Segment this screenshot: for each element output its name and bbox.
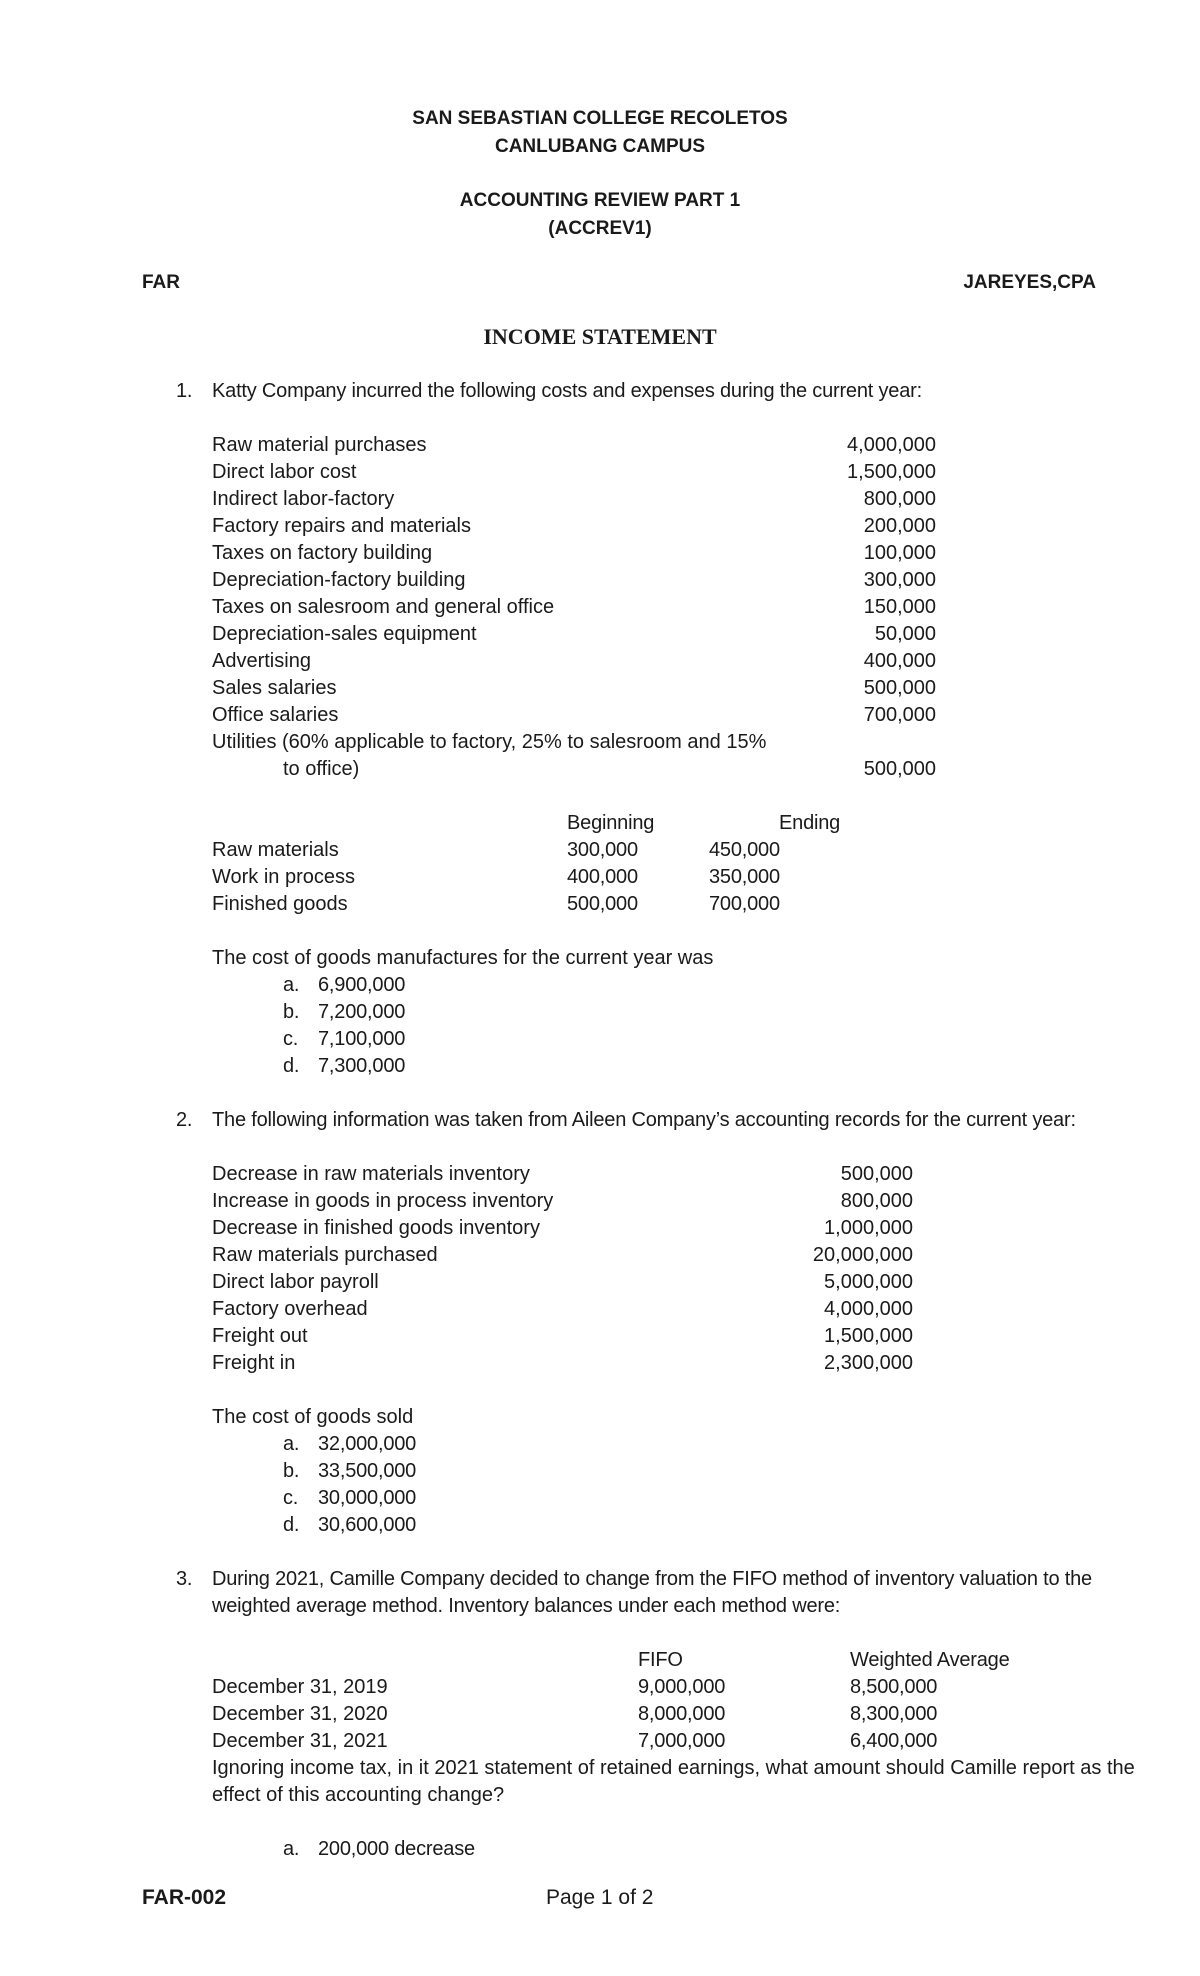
question-text: Katty Company incurred the following costs and expenses during the current year: xyxy=(212,380,922,402)
cost-item-value: 200,000 xyxy=(863,515,936,537)
record-item-value: 1,500,000 xyxy=(824,1325,913,1347)
cost-item-value: 700,000 xyxy=(863,704,936,726)
table-row-date: December 31, 2021 xyxy=(212,1730,388,1752)
cost-item-label: Advertising xyxy=(212,650,311,672)
utilities-label-line2: to office) xyxy=(283,758,360,780)
record-item-value: 800,000 xyxy=(840,1190,913,1212)
question-prompt: The cost of goods manufactures for the current year was xyxy=(212,947,714,969)
cost-item-label: Sales salaries xyxy=(212,677,337,699)
cost-item-value: 4,000,000 xyxy=(847,434,936,456)
record-item-value: 500,000 xyxy=(840,1163,913,1185)
record-item-value: 2,300,000 xyxy=(824,1352,913,1374)
course-code: (ACCREV1) xyxy=(548,218,652,239)
cost-item-value: 50,000 xyxy=(874,623,936,645)
course-title: ACCOUNTING REVIEW PART 1 xyxy=(459,190,741,211)
question-prompt-line2: effect of this accounting change? xyxy=(212,1784,505,1806)
question-text: The following information was taken from Aileen Company’s accounting records for the current year: xyxy=(212,1109,1076,1131)
table-row-fifo: 9,000,000 xyxy=(638,1676,726,1698)
record-item-label: Decrease in finished goods inventory xyxy=(212,1217,540,1239)
choice-letter: b. xyxy=(283,1460,300,1482)
inventory-label: Work in process xyxy=(212,866,356,888)
record-item-label: Freight in xyxy=(212,1352,296,1374)
section-title: INCOME STATEMENT xyxy=(483,324,717,349)
table-header-weighted-average: Weighted Average xyxy=(850,1649,1010,1671)
record-item-label: Direct labor payroll xyxy=(212,1271,379,1293)
inventory-beginning: 300,000 xyxy=(567,839,638,861)
choice-letter: a. xyxy=(283,974,300,996)
record-item-value: 1,000,000 xyxy=(824,1217,913,1239)
choice-letter: a. xyxy=(283,1838,300,1860)
cost-item-label: Taxes on factory building xyxy=(212,542,433,564)
inventory-label: Finished goods xyxy=(212,893,348,915)
table-row-fifo: 8,000,000 xyxy=(638,1703,726,1725)
cost-item-label: Depreciation-factory building xyxy=(212,569,466,591)
page-number: Page 1 of 2 xyxy=(546,1886,654,1909)
cost-item-value: 800,000 xyxy=(863,488,936,510)
cost-item-value: 400,000 xyxy=(863,650,936,672)
record-item-value: 20,000,000 xyxy=(812,1244,913,1266)
table-row-weighted-average: 8,300,000 xyxy=(850,1703,938,1725)
instructor-name: JAREYES,CPA xyxy=(963,272,1096,293)
college-name: SAN SEBASTIAN COLLEGE RECOLETOS xyxy=(412,108,788,129)
choice-text: 32,000,000 xyxy=(318,1433,417,1455)
record-item-label: Factory overhead xyxy=(212,1298,368,1320)
table-row-weighted-average: 6,400,000 xyxy=(850,1730,938,1752)
record-item-value: 5,000,000 xyxy=(824,1271,913,1293)
choice-letter: d. xyxy=(283,1514,300,1536)
cost-item-value: 150,000 xyxy=(863,596,936,618)
cost-item-value: 300,000 xyxy=(863,569,936,591)
inventory-header-ending: Ending xyxy=(779,812,841,834)
utilities-value: 500,000 xyxy=(863,758,936,780)
cost-item-label: Raw material purchases xyxy=(212,434,427,456)
inventory-ending: 450,000 xyxy=(709,839,780,861)
choice-text: 200,000 decrease xyxy=(318,1838,475,1860)
cost-item-label: Depreciation-sales equipment xyxy=(212,623,477,645)
cost-item-value: 1,500,000 xyxy=(847,461,936,483)
inventory-header-beginning: Beginning xyxy=(567,812,655,834)
record-item-value: 4,000,000 xyxy=(824,1298,913,1320)
table-row-date: December 31, 2019 xyxy=(212,1676,388,1698)
choice-text: 7,100,000 xyxy=(318,1028,406,1050)
table-row-fifo: 7,000,000 xyxy=(638,1730,726,1752)
campus-name: CANLUBANG CAMPUS xyxy=(494,136,706,157)
cost-item-label: Factory repairs and materials xyxy=(212,515,471,537)
inventory-ending: 700,000 xyxy=(709,893,780,915)
inventory-ending: 350,000 xyxy=(709,866,780,888)
table-row-weighted-average: 8,500,000 xyxy=(850,1676,938,1698)
choice-text: 33,500,000 xyxy=(318,1460,417,1482)
footer-code: FAR-002 xyxy=(142,1886,227,1909)
record-item-label: Decrease in raw materials inventory xyxy=(212,1163,530,1185)
record-item-label: Increase in goods in process inventory xyxy=(212,1190,554,1212)
inventory-beginning: 400,000 xyxy=(567,866,638,888)
table-row-date: December 31, 2020 xyxy=(212,1703,388,1725)
question-text-line2: weighted average method. Inventory balances under each method were: xyxy=(212,1595,841,1617)
cost-item-label: Taxes on salesroom and general office xyxy=(212,596,555,618)
choice-letter: b. xyxy=(283,1001,300,1023)
table-header-fifo: FIFO xyxy=(638,1649,683,1671)
inventory-label: Raw materials xyxy=(212,839,339,861)
question-prompt-line1: Ignoring income tax, in it 2021 statement of retained earnings, what amount should Camille report as the xyxy=(212,1757,1135,1779)
choice-text: 6,900,000 xyxy=(318,974,406,996)
utilities-label-line1: Utilities (60% applicable to factory, 25% to salesroom and 15% xyxy=(212,731,767,753)
question-number: 2. xyxy=(176,1109,193,1131)
subject-label: FAR xyxy=(142,272,180,293)
cost-item-label: Direct labor cost xyxy=(212,461,357,483)
cost-item-label: Office salaries xyxy=(212,704,339,726)
cost-item-value: 100,000 xyxy=(863,542,936,564)
question-number: 1. xyxy=(176,380,193,402)
choice-letter: c. xyxy=(283,1487,299,1509)
record-item-label: Freight out xyxy=(212,1325,308,1347)
question-text-line1: During 2021, Camille Company decided to change from the FIFO method of inventory valuation to the xyxy=(212,1568,1092,1590)
choice-text: 7,200,000 xyxy=(318,1001,406,1023)
inventory-beginning: 500,000 xyxy=(567,893,638,915)
choice-text: 30,600,000 xyxy=(318,1514,417,1536)
record-item-label: Raw materials purchased xyxy=(212,1244,438,1266)
choice-letter: c. xyxy=(283,1028,299,1050)
cost-item-label: Indirect labor-factory xyxy=(212,488,395,510)
cost-item-value: 500,000 xyxy=(863,677,936,699)
question-prompt: The cost of goods sold xyxy=(212,1406,414,1428)
choice-text: 30,000,000 xyxy=(318,1487,417,1509)
choice-text: 7,300,000 xyxy=(318,1055,406,1077)
question-number: 3. xyxy=(176,1568,193,1590)
choice-letter: d. xyxy=(283,1055,300,1077)
choice-letter: a. xyxy=(283,1433,300,1455)
